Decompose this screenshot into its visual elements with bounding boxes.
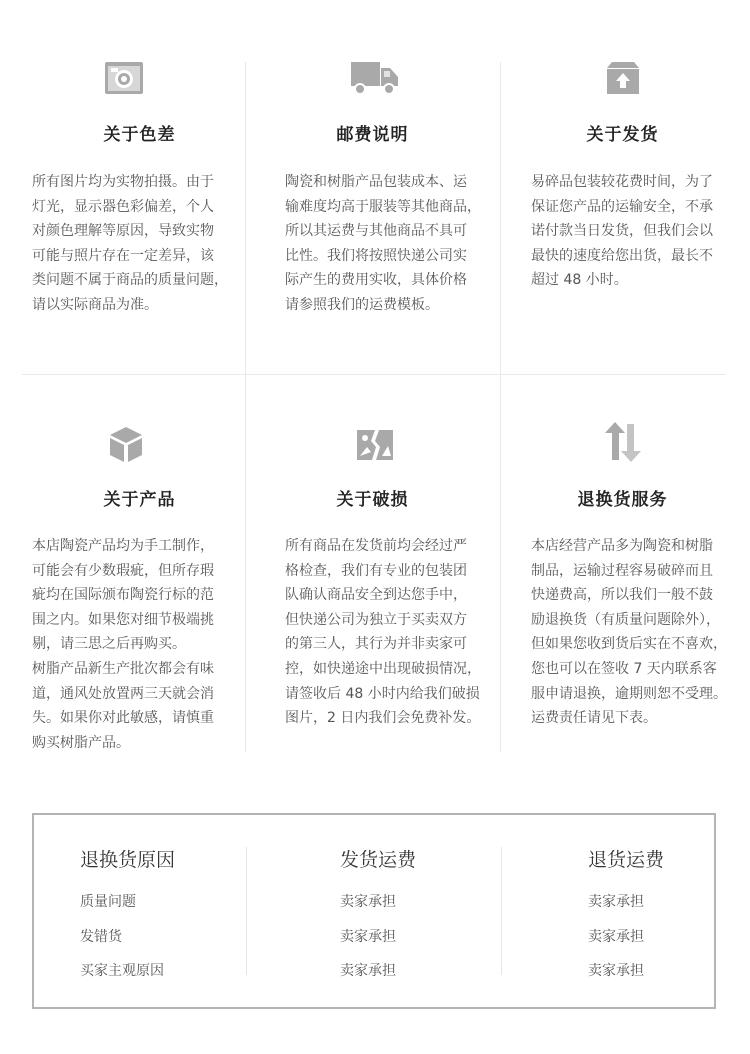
section-title: 关于色差 (103, 125, 176, 145)
table-cell: 卖家承担 (340, 963, 396, 979)
cube-icon (106, 424, 150, 468)
text-line: 陶瓷和树脂产品包装成本、运 (285, 174, 467, 190)
text-line: 服申请退换，逾期则恕不受理。 (531, 685, 727, 702)
text-line: 可能会有少数瑕疵，但所存瑕 (32, 562, 214, 579)
text-line: 的第三人，其行为并非卖家可 (285, 636, 467, 653)
table-cell: 发错货 (80, 929, 122, 945)
text-line: 请签收后 48 小时内给我们破损 (285, 685, 480, 702)
grid-divider-v1 (245, 62, 246, 752)
text-line: 比性。我们将按照快递公司实 (285, 247, 467, 264)
table-cell: 卖家承担 (588, 929, 644, 945)
text-line: 格检查，我们有专业的包装团 (285, 562, 467, 579)
text-line: 快递费高，所以我们一般不鼓 (531, 587, 713, 604)
section-title: 退换货服务 (577, 490, 668, 510)
text-line: 树脂产品新生产批次都会有味 (32, 660, 214, 677)
text-line: 对颜色理解等原因，导致实物 (32, 223, 214, 240)
upload-box-icon (603, 58, 647, 102)
text-line: 输难度均高于服装等其他商品， (285, 198, 481, 215)
text-line: 失。如果你对此敏感，请慎重 (32, 710, 214, 727)
table-cell: 卖家承担 (340, 929, 396, 945)
text-line: 道，通风处放置两三天就会消 (32, 685, 214, 702)
text-line: 类问题不属于商品的质量问题， (32, 272, 228, 289)
text-line: 图片，2 日内我们会免费补发。 (285, 710, 481, 727)
text-line: 本店陶瓷产品均为手工制作， (32, 538, 214, 554)
section-title: 邮费说明 (336, 125, 409, 145)
text-line: 疵均在国际颁布陶瓷行标的范 (32, 587, 214, 604)
table-cell: 卖家承担 (588, 963, 644, 979)
broken-image-icon (355, 426, 399, 470)
shipping-responsibility-table (32, 813, 716, 1009)
text-line: 剔，请三思之后再购买。 (32, 636, 186, 653)
section-text (285, 534, 481, 731)
section-text (531, 534, 727, 731)
section-text (285, 170, 481, 318)
exchange-arrows-icon (601, 420, 645, 464)
text-line: 最快的速度给您出货，最长不 (531, 247, 713, 264)
text-line: 可能与照片存在一定差异，该 (32, 247, 214, 264)
text-line: 本店经营产品多为陶瓷和树脂 (531, 538, 713, 554)
section-text (32, 170, 228, 318)
text-line: 所有图片均为实物拍摄。由于 (32, 174, 214, 190)
text-line: 所有商品在发货前均会经过严 (285, 538, 467, 554)
camera-icon (102, 58, 146, 102)
text-line: 请参照我们的运费模板。 (285, 296, 439, 313)
text-line: 队确认商品安全到达您手中， (285, 587, 467, 604)
text-line: 励退换货（有质量问题除外）， (531, 611, 720, 628)
column-header: 退货运费 (588, 849, 665, 871)
table-divider-2 (501, 847, 502, 975)
table-cell: 质量问题 (80, 894, 136, 910)
section-title: 关于发货 (586, 125, 659, 145)
text-line: 超过 48 小时。 (531, 272, 628, 289)
text-line: 灯光，显示器色彩偏差，个人 (32, 198, 214, 215)
table-cell: 卖家承担 (588, 894, 644, 910)
text-line: 但快递公司为独立于买卖双方 (285, 611, 467, 628)
text-line: 购买树脂产品。 (32, 734, 130, 751)
section-title: 关于产品 (103, 490, 176, 510)
info-grid (22, 40, 726, 755)
text-line: 保证您产品的运输安全，不承 (531, 198, 713, 215)
text-line: 运费责任请见下表。 (531, 710, 657, 727)
text-line: 围之内。如果您对细节极端挑 (32, 611, 214, 628)
column-header: 退换货原因 (80, 849, 176, 871)
section-text (32, 534, 214, 755)
text-line: 所以其运费与其他商品不具可 (285, 223, 467, 240)
grid-divider-v2 (500, 62, 501, 752)
table-cell: 卖家承担 (340, 894, 396, 910)
grid-divider-h (22, 374, 726, 375)
text-line: 但如果您收到货后实在不喜欢， (531, 636, 727, 653)
truck-icon (350, 58, 400, 102)
text-line: 请以实际商品为准。 (32, 296, 158, 313)
table-cell: 买家主观原因 (80, 963, 164, 979)
text-line: 际产生的费用实收，具体价格 (285, 272, 467, 289)
table-divider-1 (246, 847, 247, 975)
column-header: 发货运费 (340, 849, 417, 871)
text-line: 您也可以在签收 7 天内联系客 (531, 660, 717, 677)
text-line: 易碎品包装较花费时间，为了 (531, 174, 713, 190)
section-title: 关于破损 (336, 490, 409, 510)
text-line: 诺付款当日发货，但我们会以 (531, 223, 713, 240)
section-text (531, 170, 713, 293)
text-line: 制品，运输过程容易破碎而且 (531, 562, 713, 579)
text-line: 控，如快递途中出现破损情况， (285, 660, 481, 677)
